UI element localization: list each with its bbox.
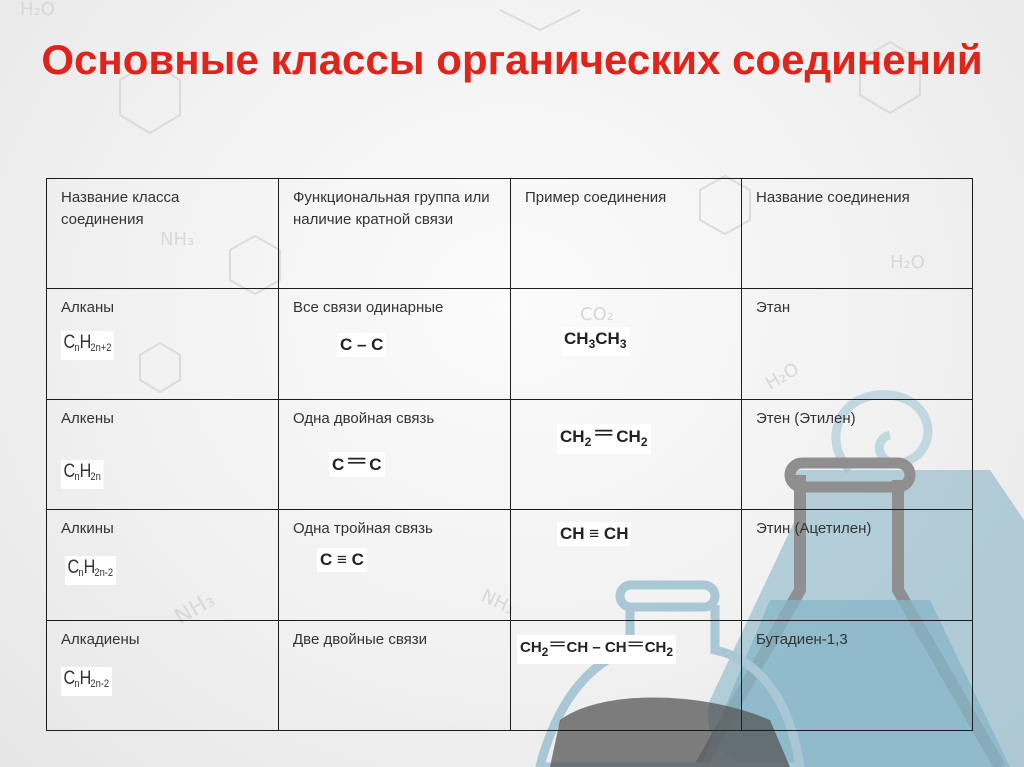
class-cell: [47, 621, 279, 731]
group-cell: [279, 621, 511, 731]
class-cell: [47, 400, 279, 510]
general-formula: $C_nH_{2n-2}$: [65, 556, 116, 585]
watermark-nh3-2: NH₃: [477, 585, 518, 619]
class-cell: [47, 289, 279, 400]
class-name: Алкины: [61, 520, 114, 537]
compound-name: Этен (Этилен): [742, 400, 973, 510]
watermark-nh3-3: NH₃: [170, 587, 220, 631]
watermark-nh3: NH₃: [160, 229, 195, 250]
group-text: Все связи одинарные: [293, 299, 444, 316]
bond-formula: C ≡ C: [317, 548, 367, 572]
example-cell: [511, 510, 742, 621]
watermark-h2o-2: H₂O: [890, 252, 925, 273]
group-text: Одна двойная связь: [293, 410, 435, 427]
table-row: [47, 621, 973, 731]
header-class-name: Название класса соединения: [47, 179, 279, 289]
header-example: Пример соединения: [511, 179, 742, 289]
table-row: [47, 400, 973, 510]
example-formula: $CH_3CH_3$: [561, 327, 630, 356]
group-text: Одна тройная связь: [293, 520, 433, 537]
general-formula: $C_nH_{2n+2}$: [61, 331, 114, 360]
class-cell: [47, 510, 279, 621]
compound-name: Этан: [742, 289, 973, 400]
header-functional-group: Функциональная группа или наличие кратной связи: [279, 179, 511, 289]
watermark-co2: CO₂: [580, 304, 614, 325]
general-formula: $C_nH_{2n-2}$: [61, 667, 112, 696]
class-name: Алкадиены: [61, 631, 140, 648]
example-cell: [511, 289, 742, 400]
watermark-h2o: H₂O: [20, 0, 55, 20]
table-row: [47, 289, 973, 400]
organic-classes-table: [46, 178, 973, 731]
group-cell: [279, 400, 511, 510]
compound-name: Бутадиен-1,3: [742, 621, 973, 731]
group-cell: [279, 510, 511, 621]
example-cell: [511, 621, 742, 731]
bond-formula: C – C: [337, 333, 386, 357]
example-formula: CH ≡ CH: [557, 522, 631, 546]
example-formula: $CH_2$ ═ $CH_2$: [557, 424, 651, 454]
bond-formula: C ═ C: [329, 452, 385, 477]
example-formula: $CH_2$ ═ CH – CH ═ $CH_2$: [517, 635, 676, 664]
class-name: Алкены: [61, 410, 114, 427]
example-cell: [511, 400, 742, 510]
table-row: [47, 510, 973, 621]
table-header-row: [47, 179, 973, 289]
watermark-h2o-3: H₂O: [762, 358, 803, 395]
group-text: Две двойные связи: [293, 631, 427, 648]
compound-name: Этин (Ацетилен): [742, 510, 973, 621]
general-formula: $C_nH_{2n}$: [61, 460, 103, 489]
class-name: Алканы: [61, 299, 115, 316]
group-cell: [279, 289, 511, 400]
header-compound-name: Название соединения: [742, 179, 973, 289]
page-title: Основные классы органических соединений: [41, 36, 983, 83]
